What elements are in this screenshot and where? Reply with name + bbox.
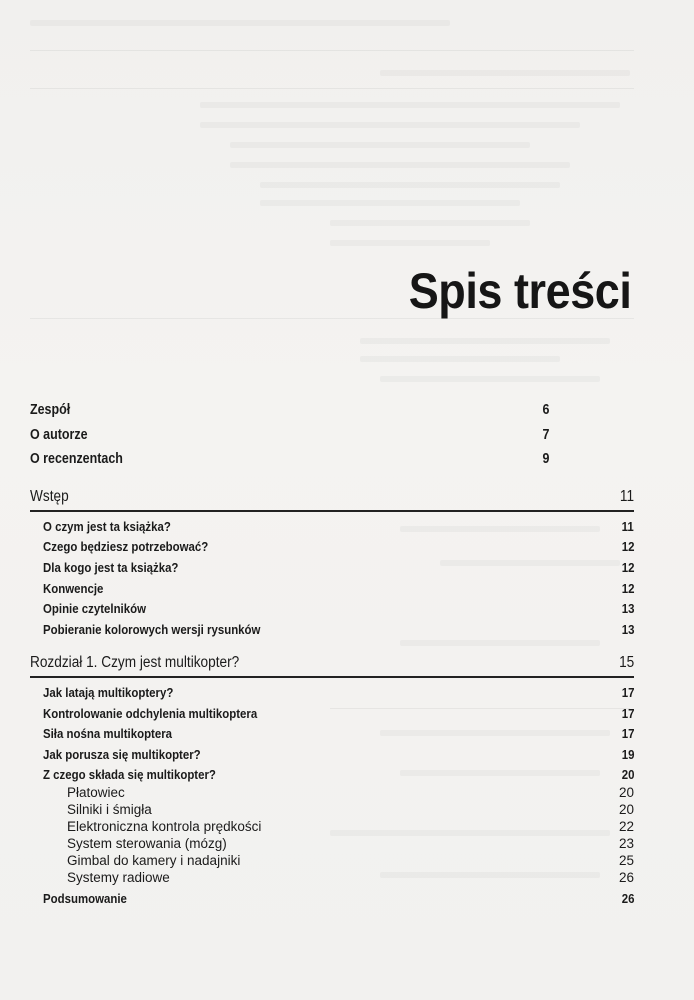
toc-page-number: 15 xyxy=(618,654,634,671)
toc-entry-label: O autorze xyxy=(30,427,88,443)
toc-subsection[interactable] xyxy=(67,870,634,885)
toc-entry-label: Systemy radiowe xyxy=(67,870,170,885)
toc-entry-label: Dla kogo jest ta książka? xyxy=(43,560,179,575)
toc-page-number: 20 xyxy=(618,785,634,800)
toc-section[interactable] xyxy=(43,622,634,637)
toc-entry-label: O czym jest ta książka? xyxy=(43,519,171,534)
toc-section[interactable] xyxy=(43,891,634,906)
toc-subsection[interactable] xyxy=(67,785,634,800)
toc-section[interactable] xyxy=(43,706,634,721)
toc-entry-label: Podsumowanie xyxy=(43,891,127,906)
toc-subsection[interactable] xyxy=(67,802,634,817)
page-title: Spis treści xyxy=(408,263,631,319)
toc-entry-label: Silniki i śmigła xyxy=(67,802,152,817)
toc-page-number: 12 xyxy=(621,581,634,596)
toc-section[interactable] xyxy=(43,767,634,782)
toc-section[interactable] xyxy=(43,726,634,741)
toc-page-number: 6 xyxy=(542,402,550,418)
toc-section[interactable] xyxy=(43,685,634,700)
toc-page-number: 22 xyxy=(618,819,634,834)
toc-page-number: 17 xyxy=(621,685,634,700)
toc-chapter-1[interactable] xyxy=(30,654,634,672)
chapter-divider xyxy=(30,676,634,678)
toc-page-number: 12 xyxy=(621,539,634,554)
toc-page-number: 20 xyxy=(621,767,634,782)
toc-page-number: 25 xyxy=(618,853,634,868)
chapter-title: Wstęp xyxy=(30,488,69,505)
toc-page-number: 9 xyxy=(542,451,550,467)
toc-section[interactable] xyxy=(43,519,634,534)
toc-entry-label: Gimbal do kamery i nadajniki xyxy=(67,853,241,868)
toc-page-number: 13 xyxy=(621,601,634,616)
toc-chapter-wstep[interactable] xyxy=(30,488,634,506)
toc-entry-label: System sterowania (mózg) xyxy=(67,836,227,851)
toc-subsection[interactable] xyxy=(67,836,634,851)
toc-entry-label: Jak latają multikoptery? xyxy=(43,685,174,700)
toc-section[interactable] xyxy=(43,747,634,762)
toc-page-number: 12 xyxy=(621,560,634,575)
toc-subsection[interactable] xyxy=(67,819,634,834)
toc-subsection[interactable] xyxy=(67,853,634,868)
toc-entry-zespol[interactable] xyxy=(30,402,549,418)
toc-entry-label: Opinie czytelników xyxy=(43,601,146,616)
toc-page-number: 20 xyxy=(618,802,634,817)
toc-entry-o-recenzentach[interactable] xyxy=(30,451,549,467)
toc-page-number: 11 xyxy=(621,519,634,534)
toc-page-number: 19 xyxy=(621,747,634,762)
toc-entry-o-autorze[interactable] xyxy=(30,427,549,443)
chapter-divider xyxy=(30,510,634,512)
toc-entry-label: Siła nośna multikoptera xyxy=(43,726,173,741)
toc-section[interactable] xyxy=(43,601,634,616)
toc-section[interactable] xyxy=(43,581,634,596)
toc-section[interactable] xyxy=(43,560,634,575)
toc-page-number: 7 xyxy=(542,427,550,443)
toc-page-number: 17 xyxy=(621,726,634,741)
toc-page-number: 26 xyxy=(621,891,634,906)
toc-entry-label: O recenzentach xyxy=(30,451,123,467)
toc-entry-label: Zespół xyxy=(30,402,71,418)
toc-entry-label: Pobieranie kolorowych wersji rysunków xyxy=(43,622,261,637)
toc-page-number: 17 xyxy=(621,706,634,721)
toc-entry-label: Jak porusza się multikopter? xyxy=(43,747,201,762)
toc-section[interactable] xyxy=(43,539,634,554)
toc-entry-label: Konwencje xyxy=(43,581,104,596)
toc-page-number: 23 xyxy=(618,836,634,851)
toc-page-number: 26 xyxy=(618,870,634,885)
chapter-title: Rozdział 1. Czym jest multikopter? xyxy=(30,654,240,671)
toc-page-number: 11 xyxy=(619,488,634,505)
toc-entry-label: Czego będziesz potrzebować? xyxy=(43,539,209,554)
toc-entry-label: Płatowiec xyxy=(67,785,125,800)
toc-entry-label: Elektroniczna kontrola prędkości xyxy=(67,819,262,834)
toc-entry-label: Z czego składa się multikopter? xyxy=(43,767,216,782)
toc-page-number: 13 xyxy=(621,622,634,637)
toc-entry-label: Kontrolowanie odchylenia multikoptera xyxy=(43,706,258,721)
